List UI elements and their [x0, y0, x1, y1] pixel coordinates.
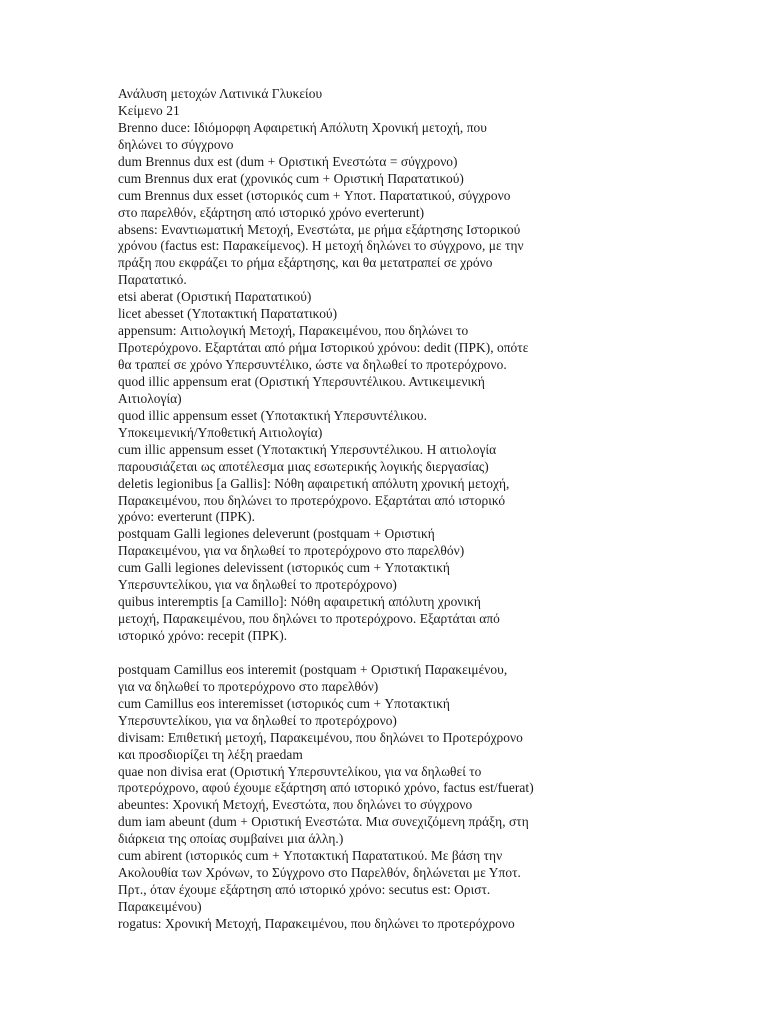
text-line: dum iam abeunt (dum + Οριστική Ενεστώτα. Μια συνεχιζόμενη πράξη, στη [118, 814, 529, 830]
text-line: για να δηλωθεί το προτερόχρονο στο παρελθόν) [118, 678, 379, 694]
text-line: και προσδιορίζει τη λέξη praedam [118, 746, 303, 762]
text-line: ιστορικό χρόνο: recepit (ΠΡΚ). [118, 628, 288, 643]
text-line: διάρκεια της οποίας συμβαίνει μια άλλη.) [118, 831, 344, 847]
text-line: dum Brennus dux est (dum + Οριστική Ενεστώτα = σύγχρονο) [118, 153, 458, 169]
text-line: cum Camillus eos interemisset (ιστορικός cum + Υποτακτική [118, 695, 450, 711]
text-line: quae non divisa erat (Οριστική Υπερσυντελίκου, για να δηλωθεί το [118, 763, 482, 779]
text-line: rogatus: Χρονική Μετοχή, Παρακειμένου, που δηλώνει το προτερόχρονο [118, 915, 515, 931]
text-line: postquam Galli legiones deleverunt (postquam + Οριστική [118, 526, 435, 542]
text-line: cum Brennus dux erat (χρονικός cum + Οριστική Παρατατικού) [118, 170, 464, 186]
text-line: Παρακειμένου, για να δηλωθεί το προτερόχρονο στο παρελθόν) [118, 543, 465, 559]
text-line: παρουσιάζεται ως αποτέλεσμα μιας εσωτερικής λογικής διεργασίας) [118, 458, 489, 474]
text-line: licet abesset (Υποτακτική Παρατατικού) [118, 306, 338, 322]
text-line: Παρακειμένου, που δηλώνει το προτερόχρονο. Εξαρτάται από ιστορικό [118, 492, 506, 508]
text-line: etsi aberat (Οριστική Παρατατικού) [118, 289, 312, 305]
text-line: Προτερόχρονο. Εξαρτάται από ρήμα Ιστορικού χρόνου: dedit (ΠΡΚ), οπότε [118, 340, 529, 356]
text-line: Υποκειμενική/Υποθετική Αιτιολογία) [118, 424, 323, 440]
text-line: divisam: Επιθετική μετοχή, Παρακειμένου, που δηλώνει το Προτερόχρονο [118, 729, 523, 745]
text-line: quod illic appensum erat (Οριστική Υπερσυντέλικου. Αντικειμενική [118, 373, 485, 389]
blank-line [118, 645, 748, 662]
text-line: appensum: Αιτιολογική Μετοχή, Παρακειμένου, που δηλώνει το [118, 323, 469, 339]
text-line: cum abirent (ιστορικός cum + Υποτακτική Παρατατικού. Με βάση την [118, 848, 503, 864]
text-line: δηλώνει το σύγχρονο [118, 136, 234, 152]
text-line: στο παρελθόν, εξάρτηση από ιστορικό χρόνο everterunt) [118, 204, 425, 220]
text-line: cum illic appensum esset (Υποτακτική Υπερσυντέλικου. Η αιτιολογία [118, 441, 497, 457]
text-line: Αιτιολογία) [118, 390, 182, 406]
document-body [118, 86, 748, 933]
text-line: quibus interemptis [a Camillo]: Νόθη αφαιρετική απόλυτη χρονική [118, 594, 481, 610]
text-line: cum Brennus dux esset (ιστορικός cum + Υποτ. Παρατατικού, σύγχρονο [118, 187, 511, 203]
text-line: μετοχή, Παρακειμένου, που δηλώνει το προτερόχρονο. Εξαρτάται από [118, 611, 500, 627]
text-line: προτερόχρονο, αφού έχουμε εξάρτηση από ιστορικό χρόνο, factus est/fuerat) [118, 780, 534, 796]
text-line: abeuntes: Χρονική Μετοχή, Ενεστώτα, που δηλώνει το σύγχρονο [118, 797, 473, 813]
text-line: absens: Εναντιωματική Μετοχή, Ενεστώτα, με ρήμα εξάρτησης Ιστορικού [118, 221, 521, 237]
text-line: Πρτ., όταν έχουμε εξάρτηση από ιστορικό χρόνο: secutus est: Οριστ. [118, 882, 491, 898]
text-line: cum Galli legiones delevissent (ιστορικός cum + Υποτακτική [118, 560, 450, 576]
text-line: Brenno duce: Ιδιόμορφη Αφαιρετική Απόλυτη Χρονική μετοχή, που [118, 119, 487, 135]
text-subtitle: Κείμενο 21 [118, 102, 180, 118]
text-line: quod illic appensum esset (Υποτακτική Υπερσυντέλικου. [118, 407, 427, 423]
text-line: deletis legionibus [a Gallis]: Νόθη αφαιρετική απόλυτη χρονική μετοχή, [118, 475, 510, 491]
text-line: θα τραπεί σε χρόνο Υπερσυντέλικο, ώστε να δηλωθεί το προτερόχρονο. [118, 357, 507, 372]
text-line: postquam Camillus eos interemit (postquam + Οριστική Παρακειμένου, [118, 661, 508, 677]
text-line: Ακολουθία των Χρόνων, το Σύγχρονο στο Παρελθόν, δηλώνεται με Υποτ. [118, 865, 521, 881]
text-line: Παρακειμένου) [118, 899, 202, 914]
text-line: χρόνο: everterunt (ΠΡΚ). [118, 509, 256, 525]
document-title: Ανάλυση μετοχών Λατινικά Γλυκείου [118, 86, 323, 101]
text-line: Παρατατικό. [118, 272, 187, 288]
text-line: Υπερσυντελίκου, για να δηλωθεί το προτερόχρονο) [118, 712, 397, 728]
text-line: Υπερσυντελίκου, για να δηλωθεί το προτερόχρονο) [118, 577, 397, 593]
text-line: χρόνου (factus est: Παρακείμενος). Η μετοχή δηλώνει το σύγχρονο, με την [118, 238, 524, 254]
text-line: πράξη που εκφράζει το ρήμα εξάρτησης, και θα μετατραπεί σε χρόνο [118, 255, 493, 271]
